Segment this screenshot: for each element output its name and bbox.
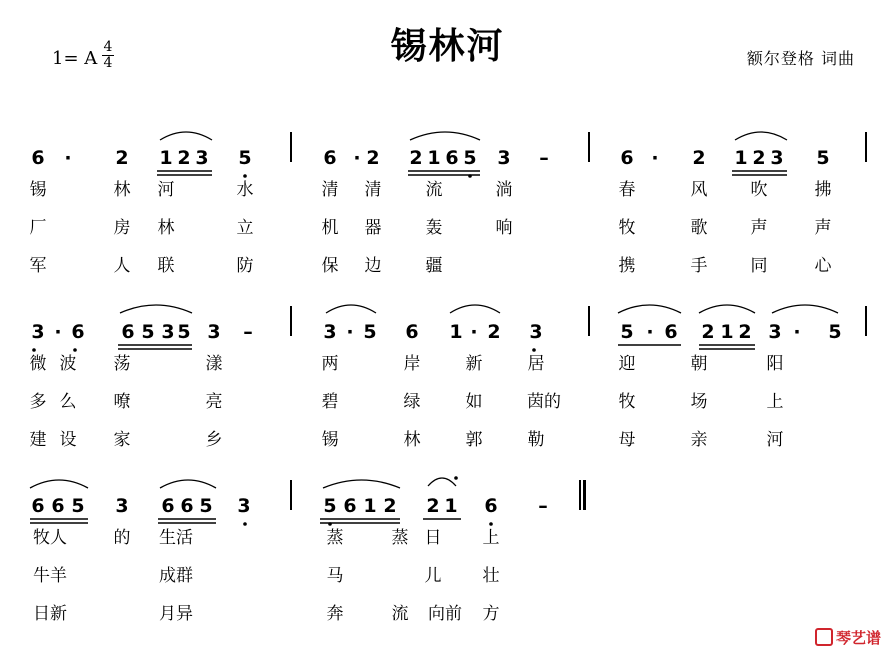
lyric-syllable: 联 [157, 256, 175, 276]
note: 6 [323, 147, 337, 169]
note: 6 [343, 495, 357, 517]
lyric-syllable: 漾 [205, 354, 223, 374]
lyric-syllable: 河 [157, 180, 175, 200]
lyric-syllable: 牧 [618, 218, 636, 238]
lyric-syllable: 碧 [321, 392, 339, 412]
note: 3 [115, 495, 129, 517]
watermark-text: 琴艺谱 [835, 629, 881, 647]
lyric-syllable: 器 [364, 218, 382, 238]
lyric-syllable: 清 [364, 180, 382, 200]
lyric-syllable: 水 [236, 180, 254, 200]
lyric-syllable: 防 [236, 256, 254, 276]
low-octave-dot [532, 348, 536, 352]
slur-mark [618, 305, 681, 313]
slur-mark [450, 305, 500, 313]
note: 2 [383, 495, 397, 517]
barline [579, 480, 581, 510]
note: 6 [71, 321, 85, 343]
note: 3 [768, 321, 782, 343]
lyric-syllable: 场 [690, 392, 708, 412]
lyric-syllable: 房 [113, 218, 131, 238]
lyric-syllable: 流 [391, 604, 409, 624]
dot-mark: · [54, 321, 62, 343]
lyric-syllable: 家 [113, 430, 131, 450]
lyric-syllable: 亲 [690, 430, 708, 450]
slur-mark [428, 478, 456, 486]
lyric-syllable: 保 [321, 256, 339, 276]
lyric-syllable: 心 [814, 256, 832, 276]
lyric-syllable: 歌 [690, 218, 708, 238]
note: 3 [497, 147, 511, 169]
note: 6 [31, 147, 45, 169]
slur-mark [323, 480, 400, 488]
lyric-syllable: 声 [750, 218, 768, 238]
lyric-syllable: 同 [750, 256, 768, 276]
lyric-syllable: 朝 [690, 354, 708, 374]
lyric-syllable: 茵的 [527, 392, 561, 412]
note: 6 [445, 147, 459, 169]
barline [290, 132, 292, 162]
note: 5 [828, 321, 842, 343]
key-signature: 1= A [52, 48, 98, 69]
dot-mark: · [346, 321, 354, 343]
dash-mark: – [243, 321, 253, 343]
lyric-syllable: 声 [814, 218, 832, 238]
dash-mark: – [538, 495, 548, 517]
lyric-syllable: 手 [690, 256, 708, 276]
lyric-syllable: 春 [618, 180, 636, 200]
lyric-syllable: 立 [236, 218, 254, 238]
time-signature-bottom: 4 [103, 55, 113, 71]
dot-mark: · [353, 147, 361, 169]
note: 3 [323, 321, 337, 343]
low-octave-dot [32, 348, 36, 352]
note: 3 [161, 321, 175, 343]
lyric-syllable: 如 [465, 392, 483, 412]
lyric-syllable: 多 [29, 392, 47, 412]
lyric-syllable: 林 [403, 430, 421, 450]
note: 2 [692, 147, 706, 169]
lyric-syllable: 建 [29, 430, 47, 450]
note: 2 [366, 147, 380, 169]
lyric-syllable: 牧人 [33, 528, 67, 548]
lyric-syllable: 流 [425, 180, 443, 200]
lyric-syllable: 岸 [403, 354, 421, 374]
lyric-syllable: 母 [618, 430, 636, 450]
slur-mark [30, 480, 88, 488]
lyric-syllable: 林 [113, 180, 131, 200]
lyric-syllable: 牛羊 [33, 566, 67, 586]
lyric-syllable: 厂 [29, 218, 47, 238]
note: 3 [237, 495, 251, 517]
lyric-syllable: 淌 [495, 180, 513, 200]
lyric-syllable: 疆 [425, 256, 443, 276]
lyric-syllable: 携 [618, 256, 636, 276]
note: 5 [238, 147, 252, 169]
lyric-syllable: 的 [113, 528, 131, 548]
note: 2 [409, 147, 423, 169]
song-title: 锡林河 [390, 25, 505, 67]
lyric-syllable: 机 [321, 218, 339, 238]
note: 2 [738, 321, 752, 343]
ornament-mark [454, 476, 458, 480]
note: 1 [720, 321, 734, 343]
low-octave-dot [489, 522, 493, 526]
lyric-syllable: 河 [766, 430, 784, 450]
barline [290, 480, 292, 510]
note: 2 [487, 321, 501, 343]
lyric-syllable: 居 [527, 354, 545, 374]
note: 6 [31, 495, 45, 517]
barline [865, 306, 867, 336]
low-octave-dot [243, 174, 247, 178]
lyric-syllable: 锡 [321, 430, 339, 450]
lyric-syllable: 郭 [465, 430, 483, 450]
lyric-syllable: 日 [424, 528, 442, 548]
note: 2 [177, 147, 191, 169]
lyric-syllable: 马 [326, 566, 344, 586]
lyric-syllable: 清 [321, 180, 339, 200]
note: 1 [444, 495, 458, 517]
lyric-syllable: 方 [482, 604, 500, 624]
lyric-syllable: 么 [59, 392, 77, 412]
lyric-syllable: 响 [495, 218, 513, 238]
lyric-syllable: 成群 [159, 566, 193, 586]
lyric-syllable: 吹 [750, 180, 768, 200]
lyric-syllable: 风 [690, 180, 708, 200]
note: 5 [323, 495, 337, 517]
slur-mark [735, 132, 787, 140]
note: 5 [177, 321, 191, 343]
lyric-syllable: 蒸 [326, 528, 344, 548]
watermark [815, 627, 881, 648]
low-octave-dot [468, 174, 472, 178]
dot-mark: · [64, 147, 72, 169]
note: 6 [620, 147, 634, 169]
lyric-syllable: 拂 [814, 180, 832, 200]
note: 6 [121, 321, 135, 343]
logo-icon [815, 628, 833, 646]
lyric-syllable: 设 [59, 430, 77, 450]
lyric-syllable: 嘹 [113, 392, 131, 412]
lyric-syllable: 边 [364, 256, 382, 276]
lyric-syllable: 向前 [428, 604, 462, 624]
note: 6 [51, 495, 65, 517]
lyric-syllable: 新 [465, 354, 483, 374]
note: 6 [161, 495, 175, 517]
lyric-syllable: 牧 [618, 392, 636, 412]
lyric-syllable: 轰 [425, 218, 443, 238]
note: 6 [664, 321, 678, 343]
time-signature-top: 4 [103, 39, 113, 55]
note: 2 [426, 495, 440, 517]
lyric-syllable: 生活 [159, 528, 193, 548]
dot-mark: · [793, 321, 801, 343]
lyric-syllable: 奔 [326, 604, 344, 624]
barline [588, 306, 590, 336]
lyric-syllable: 日新 [33, 604, 67, 624]
note: 5 [199, 495, 213, 517]
note: 6 [484, 495, 498, 517]
note: 1 [734, 147, 748, 169]
note: 1 [449, 321, 463, 343]
note: 6 [180, 495, 194, 517]
lyric-syllable: 波 [59, 354, 77, 374]
lyric-syllable: 绿 [403, 392, 421, 412]
note: 5 [141, 321, 155, 343]
lyric-syllable: 两 [321, 354, 339, 374]
lyric-syllable: 儿 [424, 566, 442, 586]
low-octave-dot [328, 522, 332, 526]
lyric-syllable: 阳 [766, 354, 784, 374]
note: 3 [529, 321, 543, 343]
lyric-syllable: 军 [29, 256, 47, 276]
note: 6 [405, 321, 419, 343]
note: 3 [195, 147, 209, 169]
note: 3 [207, 321, 221, 343]
lyric-syllable: 亮 [205, 392, 223, 412]
lyric-syllable: 乡 [205, 430, 223, 450]
lyric-syllable: 锡 [29, 180, 47, 200]
note: 5 [71, 495, 85, 517]
note: 3 [31, 321, 45, 343]
note: 5 [816, 147, 830, 169]
dot-mark: · [470, 321, 478, 343]
barline [865, 132, 867, 162]
dash-mark: – [539, 147, 549, 169]
dot-mark: · [646, 321, 654, 343]
lyric-syllable: 微 [29, 354, 47, 374]
slur-mark [326, 305, 376, 313]
lyric-syllable: 蒸 [391, 528, 409, 548]
note: 5 [463, 147, 477, 169]
note: 5 [363, 321, 377, 343]
note: 2 [701, 321, 715, 343]
barline [588, 132, 590, 162]
barline [290, 306, 292, 336]
lyric-syllable: 迎 [618, 354, 636, 374]
slur-mark [120, 305, 192, 313]
final-barline [583, 480, 586, 510]
lyric-syllable: 人 [113, 256, 131, 276]
note: 3 [770, 147, 784, 169]
slur-mark [160, 480, 216, 488]
lyric-syllable: 勒 [527, 430, 545, 450]
note: 2 [115, 147, 129, 169]
credit-line: 额尔登格 词曲 [746, 49, 855, 68]
note: 2 [752, 147, 766, 169]
lyric-syllable: 壮 [482, 566, 500, 586]
slur-mark [699, 305, 755, 313]
low-octave-dot [243, 522, 247, 526]
lyric-syllable: 月异 [159, 604, 193, 624]
lyric-syllable: 荡 [113, 354, 131, 374]
note: 1 [363, 495, 377, 517]
lyric-syllable: 林 [157, 218, 175, 238]
note: 5 [620, 321, 634, 343]
lyric-syllable: 上 [482, 528, 500, 548]
slur-mark [410, 132, 480, 140]
note: 1 [427, 147, 441, 169]
slur-mark [160, 132, 212, 140]
slur-mark [772, 305, 838, 313]
lyric-syllable: 上 [766, 392, 784, 412]
note: 1 [159, 147, 173, 169]
dot-mark: · [651, 147, 659, 169]
low-octave-dot [73, 348, 77, 352]
